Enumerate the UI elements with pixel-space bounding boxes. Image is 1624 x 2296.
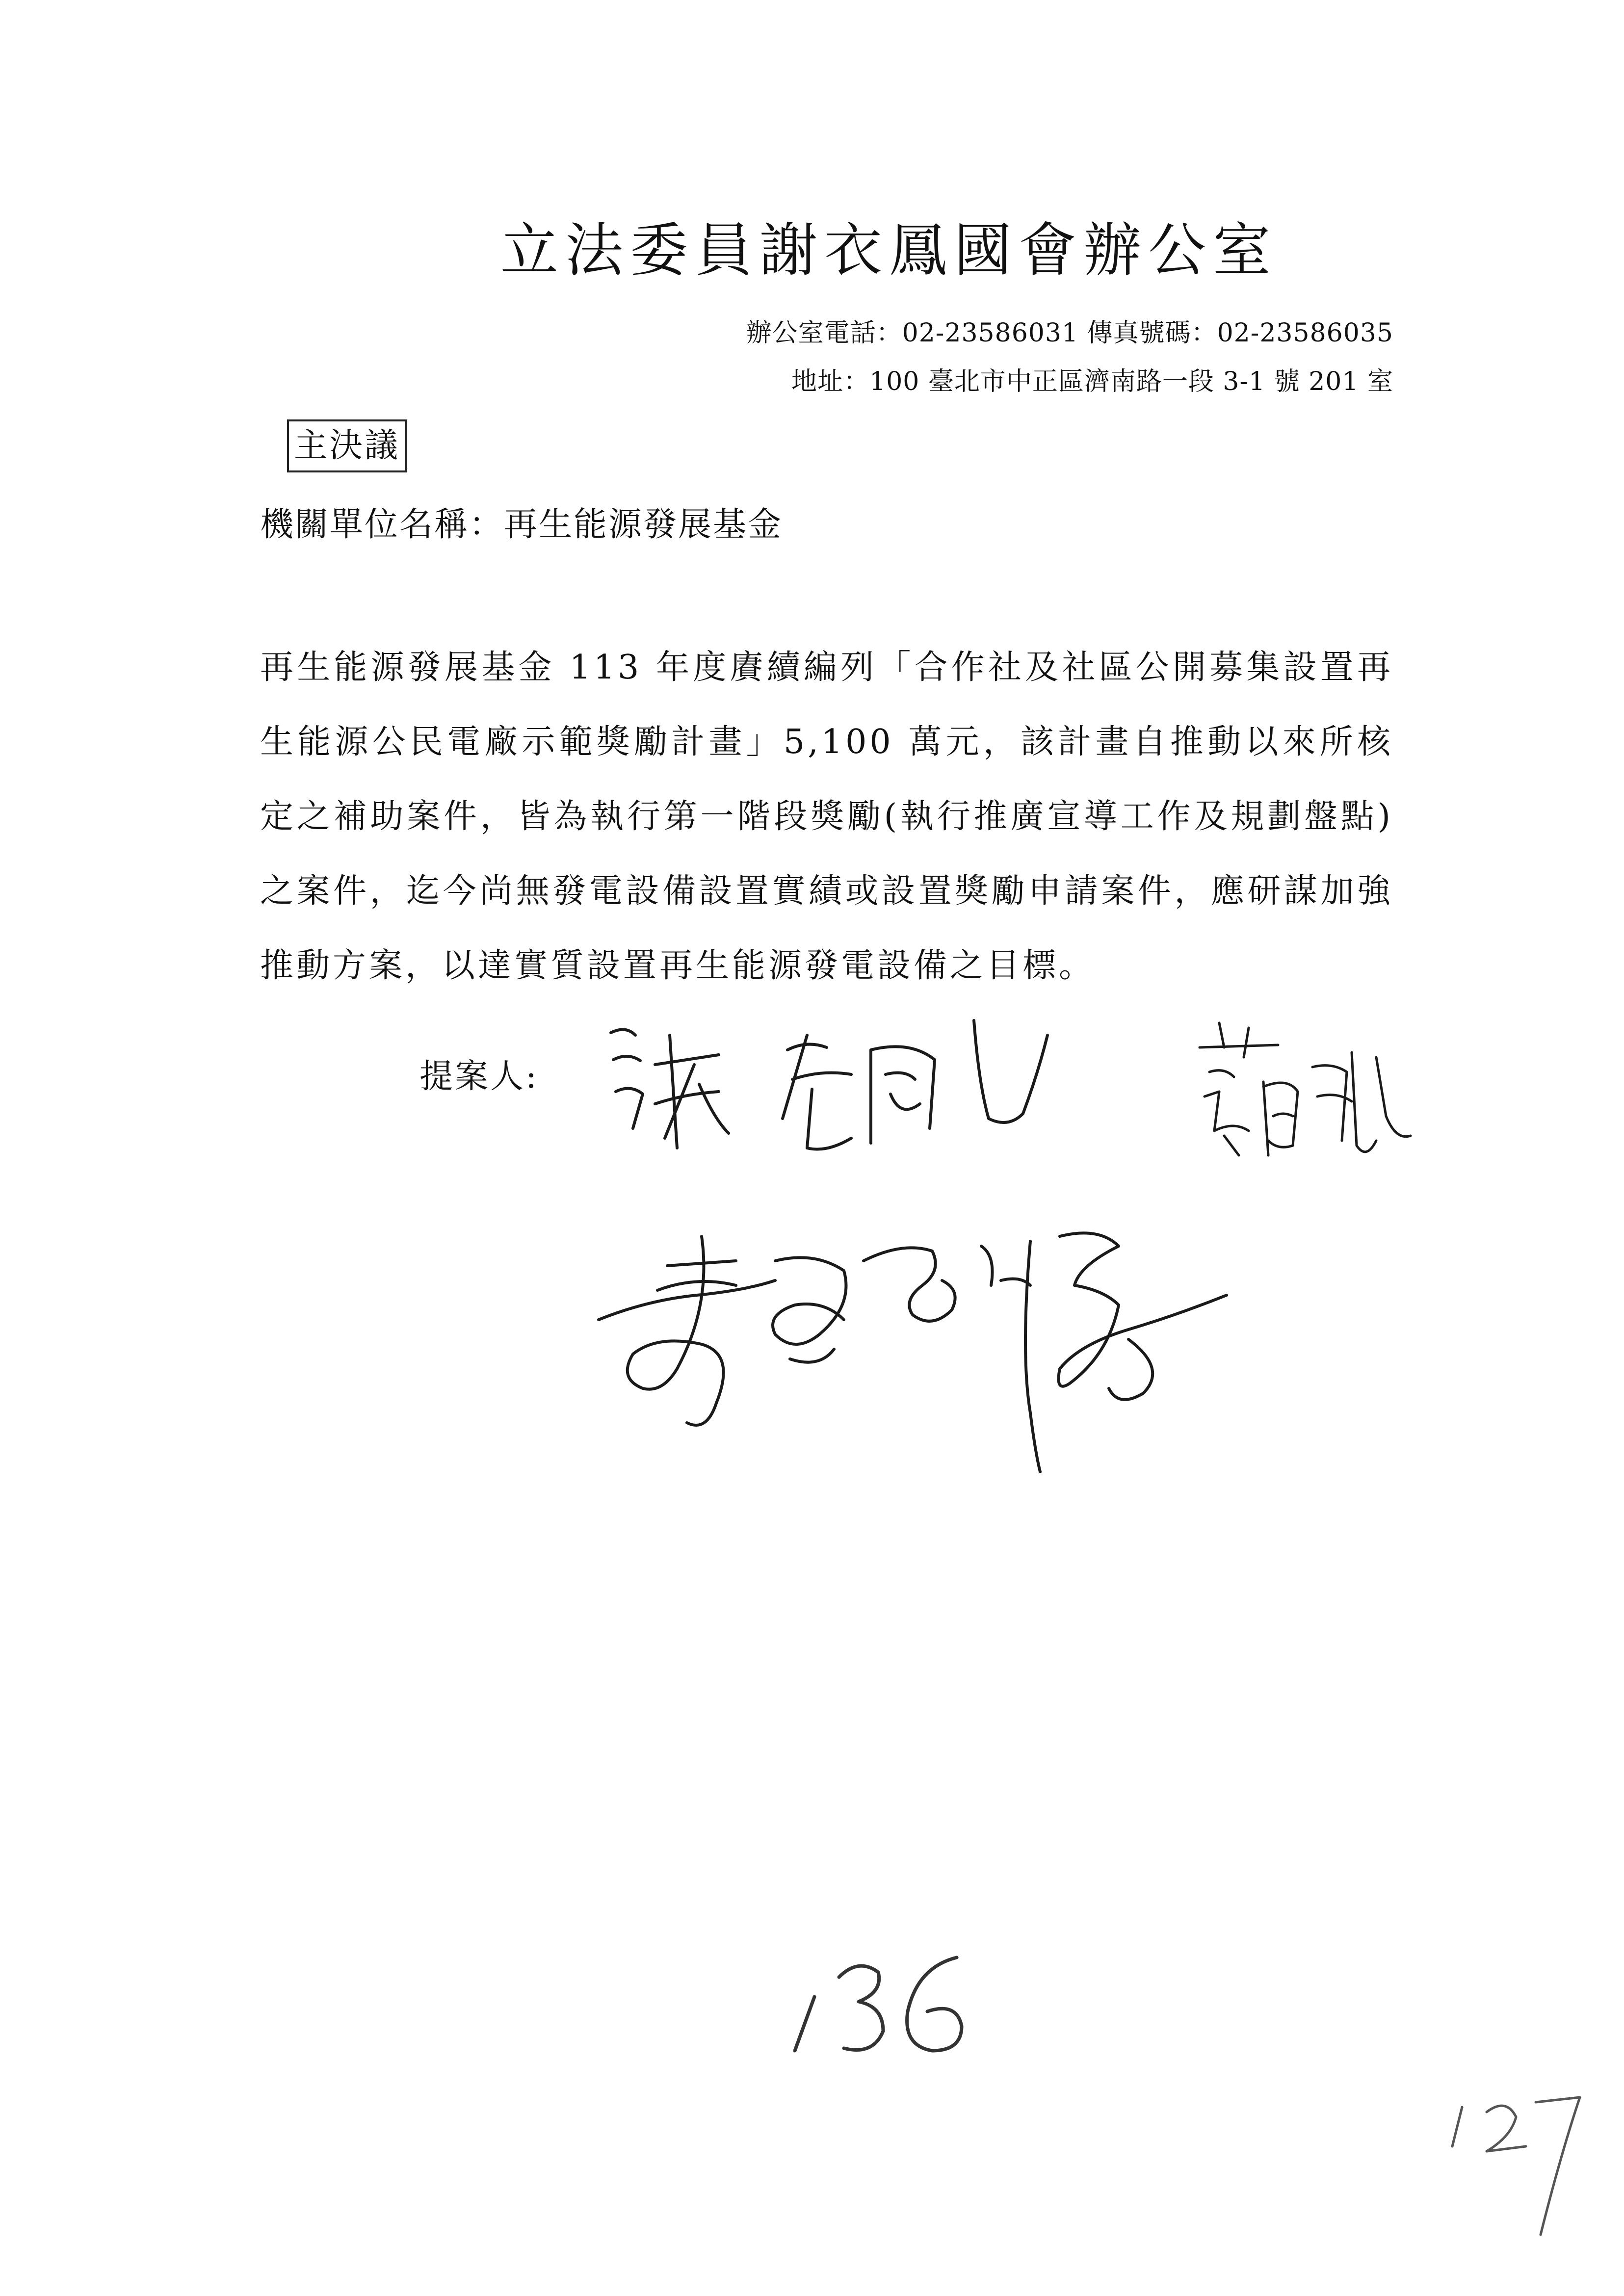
office-address: 地址：100 臺北市中正區濟南路一段 3-1 號 201 室 <box>791 367 1393 396</box>
resolution-body: 再生能源發展基金 113 年度賡續編列「合作社及社區公開募集設置再生能源公民電廠示範獎勵計畫」5,100 萬元，該計畫自推動以來所核定之補助案件，皆為執行第一階段獎勵(執行推廣宣導工作及規劃盤點)之案件，迄今尚無發電設備設置實績或設置獎勵申請案件，應研謀加強推動方案，以達實質設置再生能源發電設備之目標。 <box>260 648 1393 985</box>
proposer-label: 提案人: <box>419 1057 539 1096</box>
resolution-type-label: 主決議 <box>287 419 407 472</box>
signature-2 <box>1190 1018 1420 1180</box>
agency-name: 機關單位名稱：再生能源發展基金 <box>260 505 783 544</box>
handwritten-page-number <box>785 1938 991 2065</box>
signature-3 <box>589 1207 1231 1482</box>
office-phone-fax: 辦公室電話：02-23586031 傳真號碼：02-23586035 <box>746 318 1393 348</box>
handwritten-corner-number <box>1442 2087 1590 2244</box>
office-title: 立法委員謝衣鳳國會辦公室 <box>500 216 1278 284</box>
signature-1 <box>596 1006 1067 1173</box>
